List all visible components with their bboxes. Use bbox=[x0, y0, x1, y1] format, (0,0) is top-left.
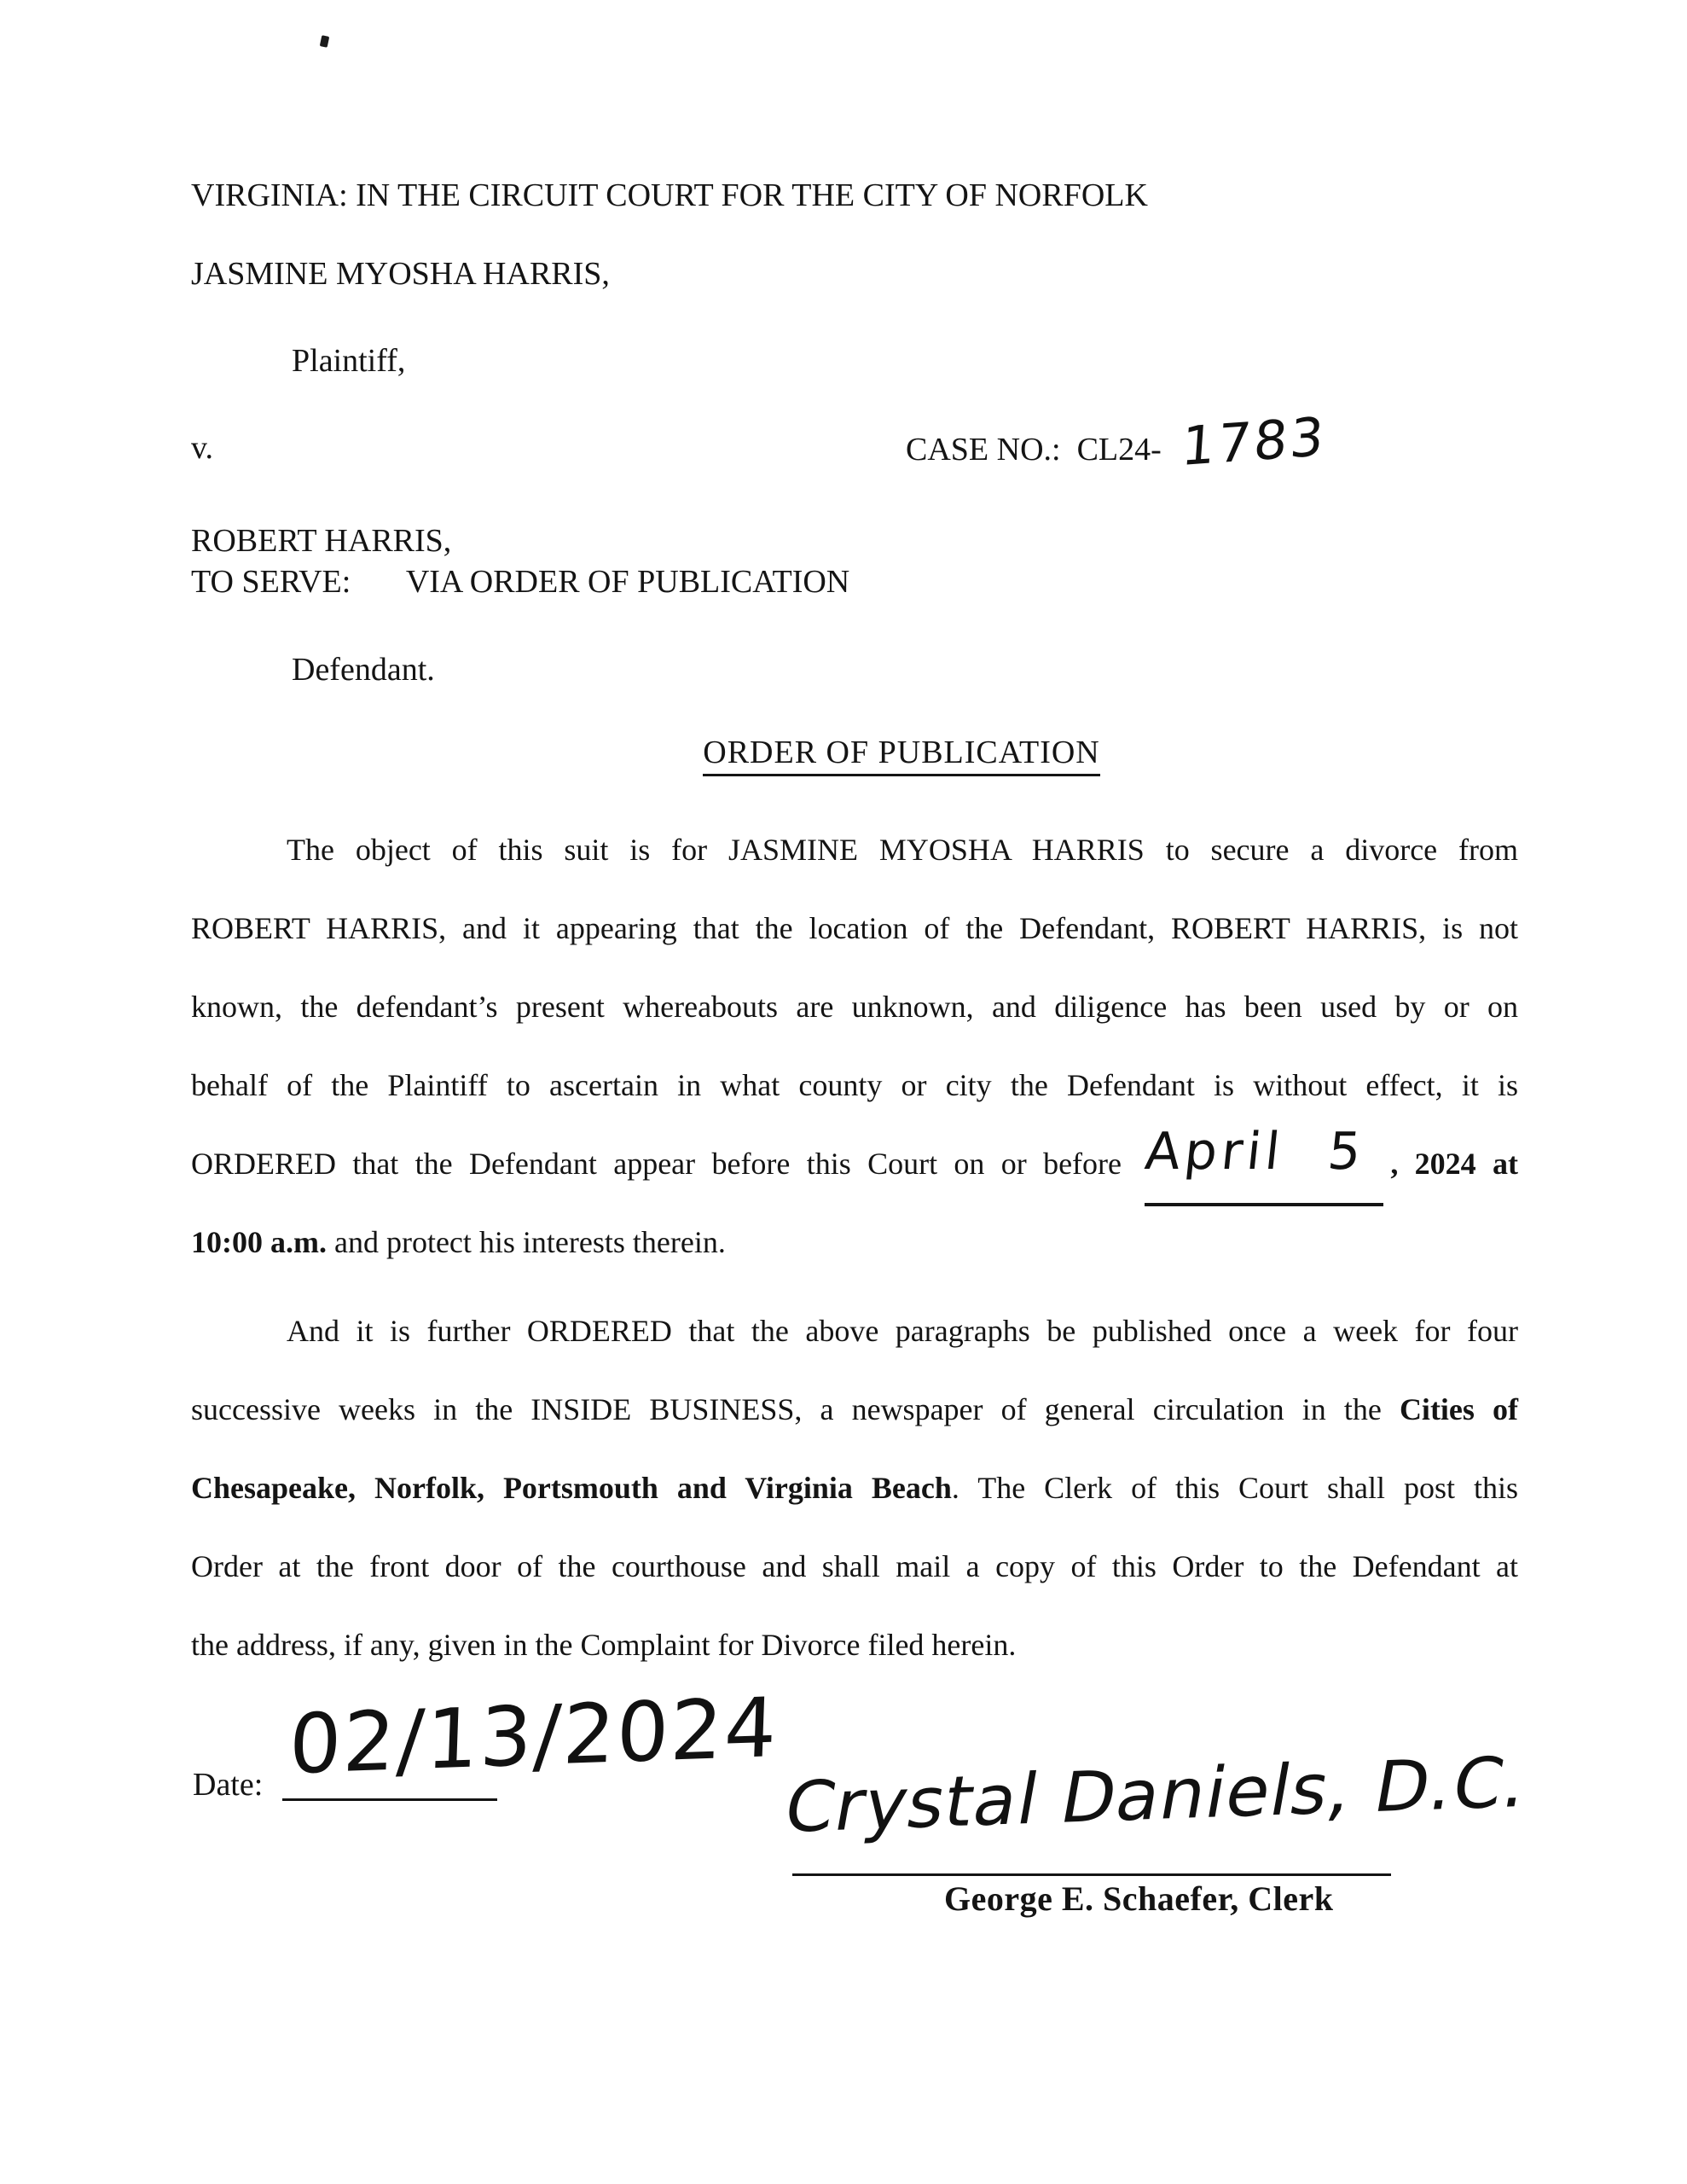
document-title: ORDER OF PUBLICATION bbox=[703, 735, 1099, 776]
date-handwritten: 02/13/2024 bbox=[287, 1679, 780, 1793]
signature-line bbox=[792, 1873, 1391, 1876]
text-line bbox=[191, 889, 1518, 967]
text-run: and protect his interests therein. bbox=[326, 1225, 726, 1259]
text-run: known, the defendant’s present whereabouts are unknown, and diligence has been used by or on bbox=[191, 990, 1518, 1024]
fill-in-blank-underline bbox=[1142, 1122, 1383, 1206]
text-line bbox=[191, 1606, 1518, 1684]
scan-artifact-dot bbox=[320, 35, 330, 48]
text-run: And it is further ORDERED that the above paragraphs be published once a week for four bbox=[287, 1314, 1518, 1348]
to-serve-row bbox=[191, 561, 1518, 602]
bold-text-run: Cities of bbox=[1399, 1392, 1519, 1426]
clerk-name: George E. Schaefer, Clerk bbox=[944, 1879, 1334, 1918]
defendant-name: ROBERT HARRIS, bbox=[191, 523, 452, 559]
bold-text-run: Chesapeake, Norfolk, Portsmouth and Virginia Beach bbox=[191, 1471, 952, 1505]
text-run: successive weeks in the INSIDE BUSINESS, a newspaper of general circulation in the bbox=[191, 1392, 1400, 1426]
text-line bbox=[191, 1292, 1518, 1370]
bold-text-run: 10:00 a.m. bbox=[191, 1225, 327, 1259]
text-line bbox=[191, 1124, 1518, 1203]
bold-text-run: , 2024 at bbox=[1390, 1147, 1518, 1181]
case-number-group bbox=[906, 404, 1329, 479]
case-number-label: CASE NO.: CL24- bbox=[906, 432, 1162, 468]
date-underline bbox=[282, 1798, 497, 1801]
text-run: behalf of the Plaintiff to ascertain in what county or city the Defendant is without effect, it is bbox=[191, 1068, 1518, 1102]
signature-footer bbox=[191, 1679, 1534, 2184]
text-line bbox=[191, 1527, 1518, 1606]
clerk-signature-handwritten: Crystal Daniels, D.C. bbox=[778, 1741, 1534, 1850]
text-line bbox=[191, 1370, 1518, 1449]
text-line bbox=[191, 810, 1518, 889]
date-label: Date: bbox=[193, 1767, 264, 1803]
defendant-label: Defendant. bbox=[292, 652, 435, 688]
versus-label: v. bbox=[191, 430, 214, 466]
text-run: The object of this suit is for JASMINE MYOSHA HARRIS to secure a divorce from bbox=[287, 833, 1518, 867]
plaintiff-name: JASMINE MYOSHA HARRIS, bbox=[191, 256, 610, 292]
handwritten-return-date: April 5 bbox=[1142, 1122, 1369, 1182]
text-run: ROBERT HARRIS, and it appearing that the location of the Defendant, ROBERT HARRIS, is not bbox=[191, 911, 1518, 945]
publication-paragraph bbox=[191, 1292, 1518, 1684]
court-header: VIRGINIA: IN THE CIRCUIT COURT FOR THE CITY OF NORFOLK bbox=[191, 177, 1148, 213]
title-row bbox=[191, 732, 1518, 773]
versus-case-row bbox=[191, 404, 1518, 479]
text-run: . The Clerk of this Court shall post this bbox=[951, 1471, 1518, 1505]
to-serve-label: TO SERVE: bbox=[191, 564, 351, 600]
text-run: the address, if any, given in the Complaint for Divorce filed herein. bbox=[191, 1628, 1017, 1662]
plaintiff-label: Plaintiff, bbox=[292, 343, 406, 379]
case-number-handwritten: 1783 bbox=[1180, 404, 1329, 479]
order-paragraph bbox=[191, 810, 1518, 1281]
text-run: Order at the front door of the courthouse and shall mail a copy of this Order to the Defendant at bbox=[191, 1549, 1518, 1583]
text-line bbox=[191, 967, 1518, 1046]
text-line bbox=[191, 1449, 1518, 1527]
text-line bbox=[191, 1046, 1518, 1124]
text-run: ORDERED that the Defendant appear before this Court on or before bbox=[191, 1147, 1139, 1181]
to-serve-value: VIA ORDER OF PUBLICATION bbox=[405, 564, 850, 600]
text-line bbox=[191, 1203, 1518, 1281]
